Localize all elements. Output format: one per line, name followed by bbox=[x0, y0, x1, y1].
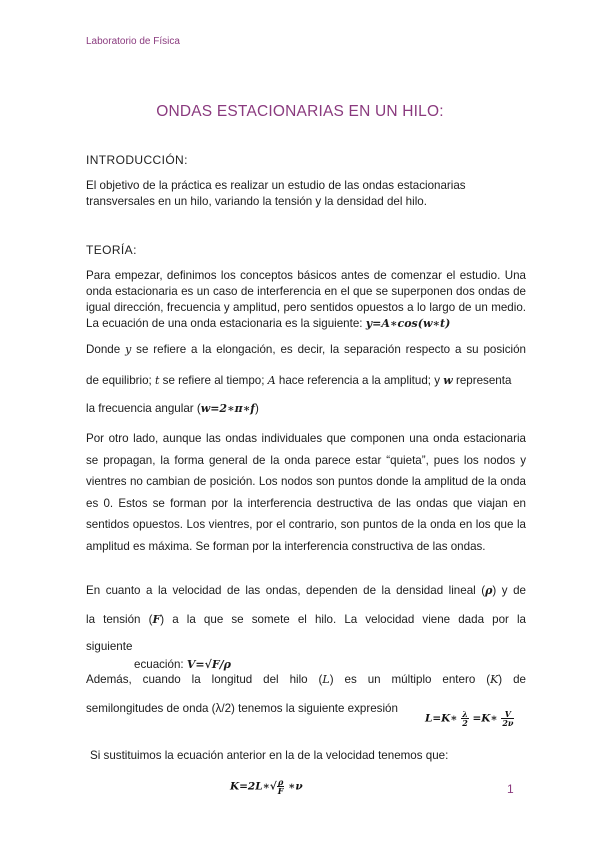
page-header: Laboratorio de Física bbox=[86, 36, 180, 47]
theory-paragraph-3: Por otro lado, aunque las ondas individuales que componen una onda estacionaria se propagan, la forma general de la onda parece estar “quieta”, pues los nodos y vientres no cambian de posición. Los nodos son puntos donde la amplitud de la onda es 0. Estos se forman por la interferencia destructiva de las ondas que viajan en sentidos opuestos. Los vientres, por el contrario, son puntos de la onda en los que la amplitud es máxima. Se forman por la interferencia constructiva de las ondas. bbox=[86, 432, 526, 553]
p2-text: ) bbox=[255, 402, 259, 415]
p2-text: Donde bbox=[86, 343, 121, 356]
eq-part: ∗ν bbox=[288, 780, 303, 793]
theory-p5-line2: semilongitudes de onda (λ/2) tenemos la siguiente expresión bbox=[86, 702, 398, 715]
fraction-rho-F bbox=[277, 778, 285, 795]
var-K: K bbox=[490, 673, 499, 686]
theory-p2-line2 bbox=[86, 374, 526, 387]
var-y: y bbox=[125, 343, 132, 356]
fraction-numerator: V bbox=[501, 710, 514, 719]
wave-equation: y=A∗cos(w∗t) bbox=[365, 317, 451, 330]
p2-text: se refiere al tiempo; bbox=[162, 374, 265, 387]
p4-text: la tensión ( bbox=[86, 613, 153, 626]
k-equation bbox=[230, 778, 303, 795]
fraction-denominator: F bbox=[277, 786, 284, 796]
var-t: t bbox=[154, 374, 160, 387]
theory-p5-line1 bbox=[86, 673, 526, 686]
var-rho: ρ bbox=[485, 584, 493, 597]
p5-text: Además, cuando la longitud del hilo ( bbox=[86, 673, 323, 686]
fraction-numerator: ρ bbox=[277, 777, 284, 787]
theory-p4-line2 bbox=[86, 613, 526, 626]
theory-p4-line3: siguiente bbox=[86, 640, 133, 653]
page-number: 1 bbox=[507, 782, 514, 796]
angular-frequency-equation: w=2∗π∗f bbox=[200, 402, 256, 415]
eq-part: =K∗ bbox=[472, 712, 498, 725]
p4-text: En cuanto a la velocidad de las ondas, dependen de la densidad lineal ( bbox=[86, 584, 486, 597]
fraction-denominator: 2 bbox=[462, 718, 468, 728]
theory-p4-line1 bbox=[86, 584, 526, 597]
p5-text: ) de bbox=[498, 673, 526, 686]
length-equation bbox=[425, 710, 514, 727]
p2-text: hace referencia a la amplitud; y bbox=[278, 374, 441, 387]
fraction-lambda-2 bbox=[461, 710, 469, 727]
eq-part: L=K∗ bbox=[425, 712, 458, 725]
eq-part: K=2L∗√ bbox=[230, 780, 277, 793]
theory-p4-line4 bbox=[134, 658, 574, 671]
theory-heading: TEORÍA: bbox=[86, 243, 137, 257]
fraction-v-2nu bbox=[501, 710, 514, 727]
theory-p2-line3 bbox=[86, 402, 526, 415]
var-A: A bbox=[267, 374, 276, 387]
theory-p1-text: Para empezar, definimos los conceptos básicos antes de comenzar el estudio. Una onda estacionaria es un caso de interferencia en el que se superponen dos ondas de igual dirección, frecuencia y amplitud, pero sentidos opuestos a lo largo de un medio. La ecuación de una onda estacionaria es la siguiente: bbox=[86, 269, 526, 330]
p2-text: se refiere a la elongación, es decir, la separación respecto a su posición bbox=[136, 343, 526, 356]
fraction-denominator: 2ν bbox=[502, 718, 514, 728]
intro-heading: INTRODUCCIÓN: bbox=[86, 153, 188, 167]
p5-text: ) es un múltiplo entero ( bbox=[329, 673, 491, 686]
fraction-numerator: λ bbox=[462, 709, 468, 719]
p4-text: ecuación: bbox=[134, 658, 184, 671]
var-w: w bbox=[443, 374, 453, 387]
p4-text: ) y de bbox=[492, 584, 526, 597]
intro-paragraph: El objetivo de la práctica es realizar un estudio de las ondas estacionarias transversales en un hilo, variando la tensión y la densidad del hilo. bbox=[86, 179, 466, 208]
p2-text: de equilibrio; bbox=[86, 374, 152, 387]
var-F: F bbox=[152, 613, 161, 626]
document-title: ONDAS ESTACIONARIAS EN UN HILO: bbox=[156, 103, 444, 120]
var-L: L bbox=[322, 673, 330, 686]
theory-p2-line1 bbox=[86, 343, 526, 356]
p2-text: representa bbox=[455, 374, 512, 387]
velocity-equation: V=√F/ρ bbox=[186, 658, 231, 671]
theory-paragraph-1 bbox=[86, 268, 526, 332]
theory-paragraph-6: Si sustituimos la ecuación anterior en la de la velocidad tenemos que: bbox=[90, 749, 449, 762]
p2-text: la frecuencia angular ( bbox=[86, 402, 201, 415]
p4-text: ) a la que se somete el hilo. La velocidad viene dada por la bbox=[160, 613, 527, 626]
